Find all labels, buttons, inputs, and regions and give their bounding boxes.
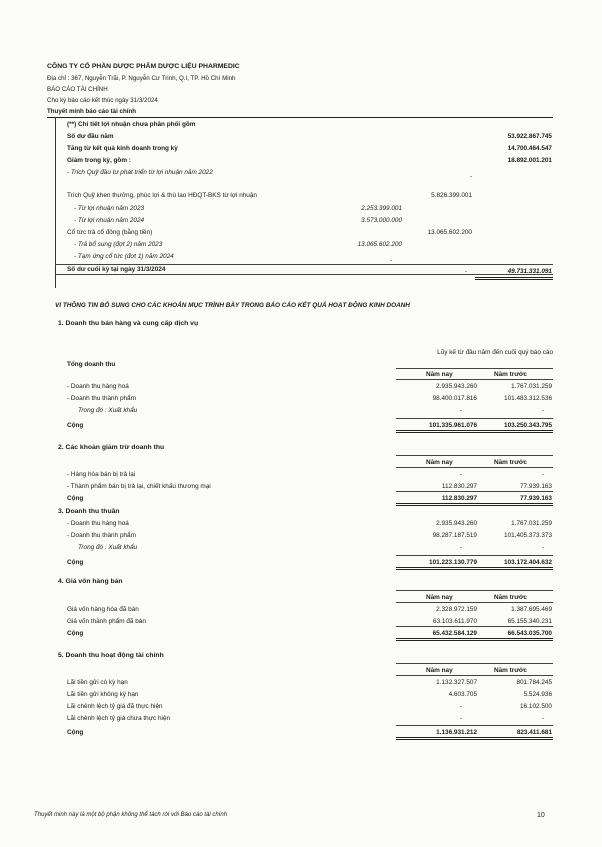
- column-header: Năm nay: [426, 371, 453, 378]
- table-rule: [396, 491, 553, 492]
- column-header: Năm nay: [426, 594, 453, 601]
- table-cell: -: [459, 544, 462, 551]
- table-rule: [396, 663, 553, 664]
- table-cell: 2.253.399.001: [361, 205, 402, 212]
- table-rule: [396, 737, 553, 740]
- footer-note: Thuyết minh này là một bộ phận không thể tách rời với Báo cáo tài chính: [34, 812, 228, 818]
- table-row: - Tạm ứng cổ tức (đợt 1) năm 2024: [74, 253, 174, 260]
- company-name: CÔNG TY CỔ PHẦN DƯỢC PHẨM DƯỢC LIỆU PHARMEDIC: [47, 63, 240, 70]
- table-cell: 1.132.327.507: [436, 679, 477, 686]
- table-cell: 1.767.031.259: [511, 383, 552, 390]
- table-cell: -: [541, 471, 544, 478]
- subsection-title: 2. Các khoản giảm trừ doanh thu: [58, 444, 165, 451]
- table-cell: -: [459, 703, 462, 710]
- profit-table-title: (**) Chi tiết lợi nhuận chưa phân phối gồm: [67, 121, 196, 128]
- table-cell: 98.400.017.816: [432, 395, 477, 402]
- table-cell: 77.939.163: [520, 483, 552, 490]
- table-rule: [396, 555, 553, 556]
- column-header: Năm nay: [426, 459, 453, 466]
- table-cell: 101.483.312.536: [504, 395, 552, 402]
- table-rule: [475, 277, 553, 280]
- table-row: - Trả bổ sung (đợt 2) năm 2023: [74, 241, 163, 248]
- table-row: Trích Quỹ khen thưởng, phúc lợi & thù lao HĐQT-BKS từ lợi nhuận: [67, 192, 257, 199]
- table-rule: [396, 638, 553, 641]
- total-now: 112.830.297: [441, 495, 477, 502]
- table-rule: [396, 626, 553, 627]
- table-rule: [396, 455, 553, 456]
- total-now: 1.136.931.212: [436, 729, 477, 736]
- table-cell: 2.935.943.260: [436, 520, 477, 527]
- table-rule: [396, 675, 553, 676]
- table-rule: [55, 274, 553, 275]
- table-cell: 4.603.705: [448, 691, 477, 698]
- table-cell: -: [541, 544, 544, 551]
- table-cell: 801.784.245: [516, 679, 552, 686]
- table-cell: 3.573.000.000: [361, 217, 402, 224]
- total-prev: 823.411.681: [516, 729, 552, 736]
- table-row: - Hàng hóa bán bị trả lại: [67, 471, 136, 478]
- table-cell: 5.524.936: [523, 691, 552, 698]
- section-title: Thuyết minh báo cáo tài chính: [47, 108, 137, 115]
- table-row: Số dư cuối kỳ tại ngày 31/3/2024: [67, 266, 166, 273]
- report-period: Cho kỳ báo cáo kết thúc ngày 31/3/2024: [47, 97, 158, 104]
- section-vi-title: VI THÔNG TIN BỔ SUNG CHO CÁC KHOẢN MỤC TRÌNH BÀY TRONG BÁO CÁO KẾT QUẢ HOẠT ĐỘNG KINH DOANH: [55, 302, 410, 309]
- table-rule: [396, 430, 553, 433]
- header-rule: [47, 117, 553, 118]
- subsection-title: 3. Doanh thu thuần: [58, 508, 120, 515]
- table-rule: [55, 264, 553, 265]
- table-cell: -: [464, 268, 467, 275]
- subsection-title: 1. Doanh thu bán hàng và cung cấp dịch vụ: [58, 320, 199, 327]
- table-cell: 112.830.297: [441, 483, 477, 490]
- table-row: Tăng từ kết quả kinh doanh trong kỳ: [67, 145, 178, 152]
- subsection-title: 5. Doanh thu hoạt động tài chính: [58, 652, 164, 659]
- table-cell: 53.922.867.745: [507, 133, 552, 140]
- table-cell: 13.065.602.200: [427, 229, 472, 236]
- table-row: Lãi tiền gửi không kỳ hạn: [67, 691, 139, 698]
- table-cell: 18.892.001.201: [507, 157, 552, 164]
- table-rule: [396, 379, 553, 380]
- table-row: Giá vốn thành phẩm đã bán: [67, 618, 146, 625]
- total-prev: 103.250.343.795: [504, 422, 552, 429]
- table-row: Cổ tức trả cổ đông (bằng tiền): [67, 229, 153, 236]
- table-cell: 2.935.943.260: [436, 383, 477, 390]
- table-row: Trong đó : Xuất khẩu: [78, 544, 138, 551]
- page-number: 10: [537, 812, 545, 819]
- table-cell: 101.405.373.373: [504, 532, 552, 539]
- subsection-title: 4. Giá vốn hàng bán: [58, 578, 123, 585]
- table-row: - Doanh thu hàng hoá: [67, 383, 129, 390]
- total-label: Cộng: [67, 422, 84, 429]
- table-row: - Doanh thu hàng hoá: [67, 520, 129, 527]
- column-header: Năm trước: [494, 667, 527, 674]
- table-cell: -: [459, 471, 462, 478]
- total-now: 65.432.584.129: [432, 630, 477, 637]
- table-row: Giá vốn hàng hóa đã bán: [67, 606, 139, 613]
- total-prev: 77.939.163: [520, 495, 552, 502]
- period-label: Lũy kế từ đầu năm đến cuối quý báo cáo: [437, 349, 553, 356]
- total-label: Cộng: [67, 630, 84, 637]
- table-rule: [396, 602, 553, 603]
- table-row: - Từ lợi nhuận năm 2023: [74, 205, 145, 212]
- table-row: Giảm trong kỳ, gồm :: [67, 157, 131, 164]
- table-cell: 65.155.340.231: [507, 618, 552, 625]
- column-header: Năm trước: [494, 459, 527, 466]
- table-rule: [396, 725, 553, 726]
- column-header: Năm nay: [426, 667, 453, 674]
- table-left-border: [55, 117, 56, 288]
- report-title: BÁO CÁO TÀI CHÍNH: [47, 86, 108, 93]
- table-cell: 16.102.500: [520, 703, 552, 710]
- table-rule: [396, 503, 553, 506]
- table-rule: [396, 368, 553, 369]
- table-cell: -: [459, 407, 462, 414]
- table-cell: 14.700.464.547: [507, 145, 552, 152]
- table-row: Lãi chênh lệch tỷ giá chưa thực hiện: [67, 715, 171, 722]
- total-prev: 103.172.404.632: [504, 559, 552, 566]
- table-cell: 5.826.399.001: [431, 192, 472, 199]
- table-row: Lãi tiền gửi có kỳ hạn: [67, 679, 128, 686]
- table-cell: 13.065.602.200: [357, 241, 402, 248]
- total-label: Cộng: [67, 729, 84, 736]
- table-row: - Từ lợi nhuận năm 2024: [74, 217, 145, 224]
- table-cell: -: [389, 257, 392, 264]
- table-row: Trong đó : Xuất khẩu: [78, 407, 138, 414]
- table-cell: 1.767.031.259: [511, 520, 552, 527]
- subsection-subtitle: Tổng doanh thu: [67, 361, 116, 368]
- table-cell: 63.103.611.970: [433, 618, 477, 625]
- table-rule: [396, 590, 553, 591]
- table-row: - Thành phẩm bán bị trả lại, chiết khấu thương mại: [67, 483, 211, 490]
- table-rule: [396, 567, 553, 570]
- total-now: 101.335.961.076: [429, 422, 477, 429]
- table-row: Lãi chênh lệch tỷ giá đã thực hiện: [67, 703, 163, 710]
- table-cell: -: [469, 173, 472, 180]
- total-now: 101.223.130.779: [429, 559, 477, 566]
- table-row: - Trích Quỹ đầu tư phát triển từ lợi nhuận năm 2022: [67, 169, 213, 176]
- total-label: Cộng: [67, 495, 84, 502]
- table-cell: -: [459, 715, 462, 722]
- table-cell: 49.731.331.091: [507, 268, 552, 275]
- table-row: Số dư đầu năm: [67, 133, 114, 140]
- table-rule: [396, 467, 553, 468]
- table-cell: 98.287.187.519: [432, 532, 477, 539]
- table-cell: -: [541, 407, 544, 414]
- table-row: - Doanh thu thành phẩm: [67, 395, 136, 402]
- table-cell: 2.328.972.159: [436, 606, 477, 613]
- company-address: Địa chỉ : 367, Nguyễn Trãi, P. Nguyễn Cư Trinh, Q.I, TP. Hồ Chí Minh: [47, 75, 236, 82]
- total-prev: 66.543.035.700: [507, 630, 552, 637]
- table-row: - Doanh thu thành phẩm: [67, 532, 136, 539]
- column-header: Năm trước: [494, 594, 527, 601]
- total-label: Cộng: [67, 559, 84, 566]
- table-rule: [396, 418, 553, 419]
- table-cell: 1.387.695.469: [511, 606, 552, 613]
- column-header: Năm trước: [494, 371, 527, 378]
- table-cell: -: [541, 715, 544, 722]
